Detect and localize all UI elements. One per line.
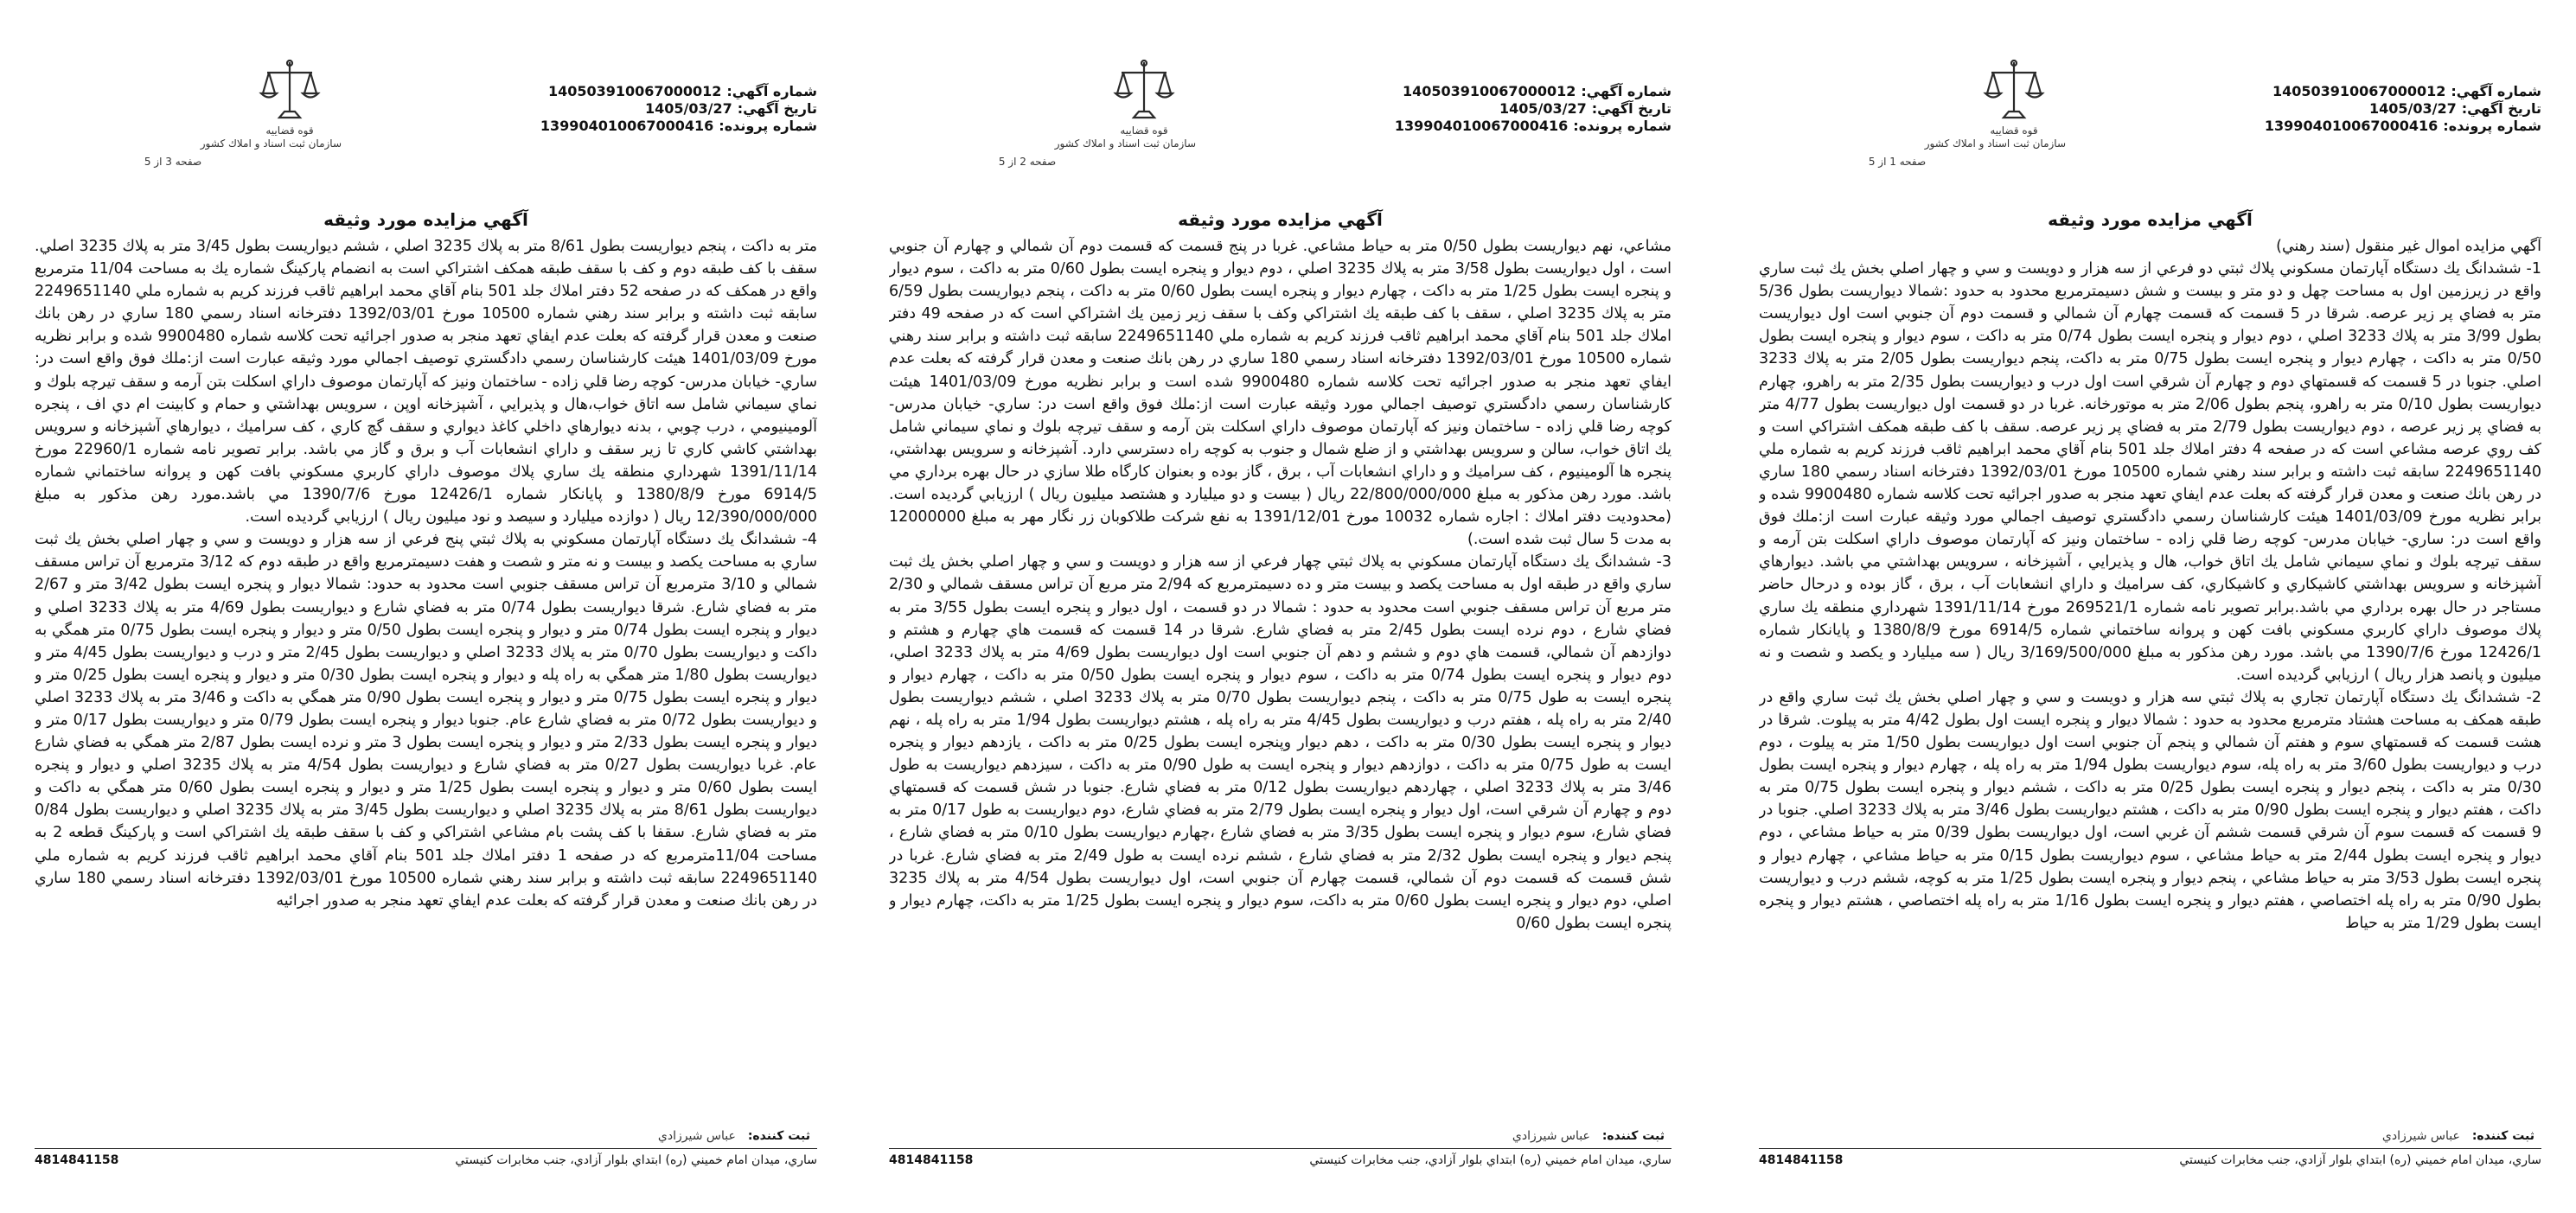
notice-page-2: [889, 43, 1672, 1202]
office-phone: 4814841158: [35, 1153, 119, 1167]
notice-title: آگهي مزايده مورد وثيقه: [323, 209, 528, 230]
emblem-subcaption: سازمان ثبت اسناد و املاك كشور: [1924, 137, 2066, 150]
notice-date-label: تاريخ آگهي:: [1591, 100, 1672, 117]
page-header: [1759, 43, 2541, 173]
file-number: 139904010067000416: [2264, 118, 2439, 134]
registrar-label: ثبت كننده:: [747, 1129, 810, 1143]
file-number: 139904010067000416: [540, 118, 714, 134]
notice-meta: [540, 83, 817, 135]
notice-number-label: شماره آگهي:: [2451, 83, 2541, 99]
notice-date: 1405/03/27: [644, 100, 732, 117]
office-address: ساري، ميدان امام خميني (ره) ابتداي بلوار آزادي، جنب مخابرات كنيستي: [1309, 1153, 1672, 1167]
notice-title: آگهي مزايده مورد وثيقه: [1178, 209, 1383, 230]
scales-of-justice-icon: [1979, 55, 2049, 124]
notice-number-label: شماره آگهي:: [726, 83, 817, 99]
notice-date: 1405/03/27: [2368, 100, 2457, 117]
page-footer: [1759, 1124, 2541, 1167]
notice-body: [35, 235, 817, 1120]
page-header: [35, 43, 817, 173]
paragraph: مشاعي، نهم ديواريست بطول 0/50 متر به حياط مشاعي. غربا در پنج قسمت كه قسمت دوم آن شمالي و چهارم آن جنوبي است ، اول ديواريست بطول 3/58 متر به پلاك 3235 اصلي ، دوم ديوار و پنجره ايست بطول 0/60 متر به داكت ، سوم ديوار و پنجره ايست بطول 1/25 متر به داكت ، چهارم ديوار و پنجره ايست بطول 0/60 متر به داكت ، پنجم ديواريست بطول 6/59 متر به پلاك 3235 اصلي ، سقف با كف طبقه يك اشتراكي وكف با سقف زير زمين يك اشتراكي است كه در صفحه 49 دفتر املاك جلد 501 بنام آقاي محمد ابراهيم ثاقب فرزند كريم به شماره ملي 2249651140 سابقه ثبت داشته و برابر سند رهني شماره 10500 مورخ 1392/03/01 دفترخانه اسناد رسمي 180 ساري در رهن بانك صنعت و معدن قرار گرفته كه بعلت عدم ايفاي تعهد منجر به صدور اجرائيه تحت كلاسه شماره 9900480 شده است و برابر نظريه مورخ 1401/03/09 هيئت كارشناسان رسمي دادگستري توصيف اجمالي مورد وثيقه عبارت است از:ملك فوق واقع است در: ساري- خيابان مدرس- كوچه رضا قلي زاده - ساختمان ونيز كه آپارتمان موصوف داراي اسكلت بتن آرمه و سقف تيرچه بلوك و نماي سيماني شامل يك اتاق خواب، سالن و سرويس بهداشتي و از ضلع شمال و جنوب به كوچه راه دسترسي دارد. آشپزخانه و سرويس بهداشتي، پنجره ها آلومينيوم ، كف سراميك و و داراي انشعابات آب ، برق ، گاز بوده و بعنوان كارگاه طلا سازي در حال بهره برداري مي باشد. مورد رهن مذكور به مبلغ 22/800/000/000 ريال ( بيست و دو ميليارد و هشتصد ميليون ريال ) ارزيابي گرديده است. (محدوديت دفتر املاك : اجاره شماره 10032 مورخ 1391/12/01 به نفع شركت طلاكوبان زر نگار مهر به مبلغ 12000000 به مدت 5 سال ثبت شده است.): [889, 238, 1672, 549]
paragraph: 4- ششدانگ يك دستگاه آپارتمان مسكوني به پلاك ثبتي پنج فرعي از سه هزار و دويست و سي و چهار اصلي بخش يك ثبت ساري به مساحت يكصد و بيست و نه متر و شصت و هفت دسيمترمربع واقع در طبقه دوم كه 3/12 مترمربع آن تراس مسقف شمالي و 3/10 مترمربع آن تراس مسقف جنوبي است محدود به حدود: شمالا ديوار و پنجره ايست بطول 3/42 متر و 2/67 متر به فضاي شارع. شرقا ديواريست بطول 0/74 متر به فضاي شارع و ديواريست بطول 4/69 متر به پلاك 3233 اصلي و ديوار و پنجره ايست بطول 0/74 متر و ديوار و پنجره ايست بطول 0/50 متر و ديوار و پنجره ايست بطول 0/75 متر همگي به داكت و ديواريست بطول 0/70 متر به پلاك 3233 اصلي و ديواريست بطول 2/45 متر و درب و ديواريست بطول 4/45 متر و ديواريست بطول 1/80 متر همگي به راه پله و ديوار و پنجره ايست بطول 0/30 متر و ديوار و پنجره ايست بطول 0/25 متر و ديوار و پنجره ايست بطول 0/75 متر و ديوار و پنجره ايست بطول 0/90 متر همگي به داكت و 3/46 متر به پلاك 3233 اصلي و ديواريست بطول 0/72 متر به فضاي شارع عام. جنوبا ديوار و پنجره ايست بطول 0/79 متر و ديواريست بطول 0/17 متر و ديوار و پنجره ايست بطول 2/33 متر و ديوار و پنجره ايست بطول 3 متر و نرده ايست بطول 2/87 متر همگي به فضاي شارع عام. غربا ديواريست بطول 0/27 متر به فضاي شارع و ديواريست بطول 4/54 متر به پلاك 3235 اصلي و ديوار و پنجره ايست بطول 0/60 متر و ديوار و پنجره ايست بطول 1/25 متر و ديوار و پنجره ايست بطول 0/60 متر همگي به داكت و ديواريست بطول 8/61 متر به پلاك 3235 اصلي و ديواريست بطول 3/45 متر به پلاك 3235 اصلي و ديواريست بطول 0/84 متر به فضاي شارع. سقفا با كف پشت بام مشاعي اشتراكي و كف با سقف طبقه يك اشتراكي است و پاركينگ قطعه 2 به مساحت 11/04مترمربع كه در صفحه 1 دفتر املاك جلد 501 بنام آقاي محمد ابراهيم ثاقب فرزند كريم به شماره ملي 2249651140 سابقه ثبت داشته و برابر سند رهني شماره 10500 مورخ 1392/03/01 دفترخانه اسناد رسمي 180 ساري در رهن بانك صنعت و معدن قرار گرفته كه بعلت عدم ايفاي تعهد منجر به صدور اجرائيه: [35, 531, 817, 910]
page-number: صفحه 2 از 5: [998, 156, 1057, 168]
file-number: 139904010067000416: [1394, 118, 1569, 134]
scales-of-justice-icon: [255, 55, 324, 124]
notice-page-1: [1759, 43, 2541, 1202]
judiciary-emblem: [200, 55, 342, 168]
notice-meta: [1395, 83, 1672, 135]
registrar-name: عباس شيرزادي: [1512, 1129, 1590, 1143]
notice-number-label: شماره آگهي:: [1581, 83, 1672, 99]
paragraph: 2- ششدانگ يك دستگاه آپارتمان تجاري به پلاك ثبتي سه هزار و دويست و سي و چهار اصلي بخش يك ثبت ساري واقع در طبقه همكف به مساحت هشتاد مترمربع محدود به حدود : شمالا ديوار و پنجره ايست اول بطول 4/42 متر به پيلوت. شرقا در هشت قسمت كه قسمتهاي سوم و هفتم آن شمالي و پنجم آن جنوبي است اول ديواريست بطول 1/50 متر به پيلوت ، دوم درب و ديواريست بطول 3/60 متر به راه پله، سوم ديواريست بطول 1/94 متر به راه پله ، چهارم ديوار و پنجره ايست بطول 0/30 متر به داكت ، پنجم ديوار و پنجره ايست بطول 0/25 متر به داكت ، ششم ديوار و پنجره ايست بطول 0/75 متر به داكت ، هفتم ديوار و پنجره ايست بطول 0/90 متر به داكت ، هشتم ديواريست بطول 3/46 متر به پلاك 3233 اصلي. جنوبا در 9 قسمت كه قسمت سوم آن شرقي قسمت ششم آن غربي است، اول ديواريست بطول 0/39 متر به حياط مشاعي ، دوم ديوار و پنجره ايست بطول 2/44 متر به حياط مشاعي ، سوم ديواريست بطول 0/15 متر به حياط مشاعي ، چهارم ديوار و پنجره ايست بطول 3/53 متر به حياط مشاعي ، پنجم ديوار و پنجره ايست بطول 1/25 متر به كوچه، ششم درب و ديواريست بطول 0/90 متر به راه پله اختصاصي ، هفتم ديوار و پنجره ايست بطول 1/16 متر به راه پله اختصاصي ، هشتم ديوار و پنجره ايست بطول 1/29 متر به حياط: [1759, 688, 2541, 932]
paragraph: آگهي مزايده اموال غير منقول (سند رهني): [2276, 238, 2541, 255]
notice-meta: [2265, 83, 2541, 135]
notice-body: [889, 235, 1672, 1120]
notice-title: آگهي مزايده مورد وثيقه: [2048, 209, 2253, 230]
file-number-label: شماره پرونده:: [2443, 118, 2541, 134]
office-phone: 4814841158: [1759, 1153, 1844, 1167]
office-address: ساري، ميدان امام خميني (ره) ابتداي بلوار آزادي، جنب مخابرات كنيستي: [455, 1153, 817, 1167]
notice-date-label: تاريخ آگهي:: [737, 100, 817, 117]
judiciary-emblem: [1924, 55, 2066, 168]
page-header: [889, 43, 1672, 173]
page-footer: [35, 1124, 817, 1167]
notice-date-label: تاريخ آگهي:: [2461, 100, 2541, 117]
page-footer: [889, 1124, 1672, 1167]
scales-of-justice-icon: [1109, 55, 1179, 124]
notice-body: [1759, 235, 2541, 1120]
paragraph: متر به داكت ، پنجم ديواريست بطول 8/61 متر به پلاك 3235 اصلي ، ششم ديواريست بطول 3/45 متر به پلاك 3235 اصلي. سقف با كف طبقه دوم و كف با سقف طبقه همكف اشتراكي است به انضمام پاركينگ شماره يك به مساحت 11/04 مترمربع واقع در همكف كه در صفحه 52 دفتر املاك جلد 501 بنام آقاي محمد ابراهيم ثاقب فرزند كريم به شماره ملي 2249651140 سابقه ثبت داشته و برابر سند رهني شماره 10500 مورخ 1392/03/01 دفترخانه اسناد رسمي 180 ساري در رهن بانك صنعت و معدن قرار گرفته كه بعلت عدم ايفاي تعهد منجر به صدور اجرائيه تحت كلاسه شماره 9900480 شده و برابر نظريه مورخ 1401/03/09 هيئت كارشناسان رسمي دادگستري توصيف اجمالي مورد وثيقه عبارت است از:ملك فوق واقع است در: ساري- خيابان مدرس- كوچه رضا قلي زاده - ساختمان ونيز كه آپارتمان موصوف داراي اسكلت بتن آرمه و سقف تيرچه بلوك و نماي سيماني شامل سه اتاق خواب،هال و پذيرايي ، آشپزخانه اوپن ، سرويس بهداشتي و حمام و كابينت ام دي اف ، پنجره آلومينيومي ، درب چوبي ، بدنه ديوارهاي داخلي كاغذ ديواري و سقف گچ كاري ، كف سراميك ، ديوارهاي آشپزخانه و سرويس بهداشتي كاشي كاري تا زير سقف و داراي انشعابات آب و برق و گاز مي باشد. برابر تصوير نامه شماره 22960/1 مورخ 1391/11/14 شهرداري منطقه يك ساري پلاك موصوف داراي كاربري مسكوني بافت كهن و پروانه ساختماني شماره 6914/5 مورخ 1380/8/9 و پايانكار شماره 12426/1 مورخ 1390/7/6 مي باشد.مورد رهن مذكور به مبلغ 12/390/000/000 ريال ( دوازده ميليارد و سيصد و نود ميليون ريال ) ارزيابي گرديده است.: [35, 238, 817, 527]
file-number-label: شماره پرونده:: [1573, 118, 1672, 134]
office-phone: 4814841158: [889, 1153, 974, 1167]
emblem-subcaption: سازمان ثبت اسناد و املاك كشور: [200, 137, 342, 150]
emblem-caption: قوه قضاييه: [265, 124, 314, 137]
office-address: ساري، ميدان امام خميني (ره) ابتداي بلوار آزادي، جنب مخابرات كنيستي: [2179, 1153, 2541, 1167]
notice-number: 140503910067000012: [1402, 83, 1576, 99]
notice-date: 1405/03/27: [1499, 100, 1587, 117]
registrar-name: عباس شيرزادي: [657, 1129, 736, 1143]
emblem-subcaption: سازمان ثبت اسناد و املاك كشور: [1054, 137, 1196, 150]
registrar-name: عباس شيرزادي: [2381, 1129, 2460, 1143]
judiciary-emblem: [1054, 55, 1196, 168]
emblem-caption: قوه قضاييه: [1990, 124, 2038, 137]
registrar-label: ثبت كننده:: [1601, 1129, 1665, 1143]
paragraph: 1- ششدانگ يك دستگاه آپارتمان مسكوني پلاك ثبتي دو فرعي از سه هزار و دويست و سي و چهار اصلي بخش يك ثبت ساري واقع در زيرزمين اول به مساحت چهل و دو متر و بيست و شش دسيمترمربع محدود به حدود :شمالا ديواريست بطول 5/36 متر به فضاي پر زير عرصه. شرقا در 5 قسمت كه قسمت چهارم آن شمالي و قسمت دوم آن جنوبي است اول ديواريست بطول 3/99 متر به پلاك 3233 اصلي ، دوم ديوار و پنجره ايست بطول 0/74 متر به داكت ، سوم ديوار و پنجره ايست بطول 0/50 متر به داكت ، چهارم ديوار و پنجره ايست بطول 0/75 متر به داكت، پنجم ديواريست بطول 2/05 متر به پلاك 3233 اصلي. جنوبا در 5 قسمت كه قسمتهاي دوم و چهارم آن شرقي است اول درب و ديواريست بطول 2/35 متر به راهرو، چهارم ديواريست بطول 0/10 متر به راهرو، پنجم بطول 2/06 متر به موتورخانه. غربا در دو قسمت اول ديواريست بطول 4/77 متر به فضاي پر زير عرصه ، دوم ديواريست بطول 2/79 متر به فضاي پر زير عرصه. سقف با كف طبقه همكف اشتراكي است و كف روي عرصه مشاعي است كه در صفحه 4 دفتر املاك جلد 501 بنام آقاي محمد ابراهيم ثاقب فرزند كريم به شماره ملي 2249651140 سابقه ثبت داشته و برابر سند رهني شماره 10500 مورخ 1392/03/01 دفترخانه اسناد رسمي 180 ساري در رهن بانك صنعت و معدن قرار گرفته كه بعلت عدم ايفاي تعهد منجر به صدور اجرائيه تحت كلاسه شماره 9900480 شده و برابر نظريه مورخ 1401/03/09 هيئت كارشناسان رسمي دادگستري توصيف اجمالي مورد وثيقه عبارت است از:ملك فوق واقع است در: ساري- خيابان مدرس- كوچه رضا قلي زاده - ساختمان ونيز كه آپارتمان موصوف داراي اسكلت بتن آرمه و سقف تيرچه بلوك و نماي سيماني شامل يك اتاق خواب، هال و پذيرايي ، آشپزخانه ، سرويس بهداشتي مي باشد. ديوارهاي آشپزخانه و سرويس بهداشتي كاشيكاري و كاشيكاري، كف سراميك و داراي انشعابات آب ، برق ، گاز بوده و درحال حاضر مستاجر در حال بهره برداري مي باشد.برابر تصوير نامه شماره 269521/1 مورخ 1391/11/14 شهرداري منطقه يك ساري پلاك موصوف داراي كاربري مسكوني بافت كهن و پروانه ساختماني شماره 6914/5 مورخ 1380/8/9 و پايانكار شماره 12426/1 مورخ 1390/7/6 مي باشد. مورد رهن مذكور به مبلغ 3/169/500/000 ريال ( سه ميليارد و يكصد و شصت و نه ميليون و پانصد هزار ريال ) ارزيابي گرديده است.: [1759, 260, 2541, 684]
paragraph: 3- ششدانگ يك دستگاه آپارتمان مسكوني به پلاك ثبتي چهار فرعي از سه هزار و دويست و سي و چهار اصلي بخش يك ثبت ساري واقع در طبقه اول به مساحت يكصد و بيست متر و ده دسيمترمربع كه 2/94 متر مربع آن تراس مسقف شمالي و 2/30 متر مربع آن تراس مسقف جنوبي است محدود به حدود : شمالا در دو قسمت ، اول ديوار و پنجره ايست بطول 3/55 متر به فضاي شارع ، دوم نرده ايست بطول 2/45 متر به فضاي شارع. شرقا در 14 قسمت كه قسمت هاي چهارم و هشتم و دوازدهم آن شمالي، قسمت هاي دوم و ششم و دهم آن جنوبي است اول ديواريست بطول 4/69 متر به پلاك 3233 اصلي، دوم ديوار و پنجره ايست بطول 0/74 متر به داكت ، سوم ديوار و پنجره ايست بطول 0/50 متر به داكت ، چهارم ديوار و پنجره ايست به طول 0/75 متر به داكت ، پنجم ديواريست بطول 0/70 متر به پلاك 3233 اصلي ، ششم ديواريست بطول 2/40 متر به راه پله ، هفتم درب و ديواريست بطول 4/45 متر به راه پله ، هشتم ديواريست بطول 1/94 متر به راه پله ، نهم ديوار و پنجره ايست بطول 0/30 متر به داكت ، دهم ديوار وپنجره ايست بطول 0/25 متر به داكت ، يازدهم ديوار و پنجره ايست به طول 0/75 متر به داكت ، دوازدهم ديوار و پنجره ايست به طول 0/90 متر به داكت ، سيزدهم ديواريست به طول 3/46 متر به پلاك 3233 اصلي ، چهاردهم ديواريست بطول 0/12 متر به فضاي شارع. جنوبا در شش قسمت كه قسمتهاي دوم و چهارم آن شرقي است، اول ديوار و پنجره ايست بطول 2/79 متر به فضاي شارع، دوم ديواريست به طول 0/17 متر به فضاي شارع، سوم ديوار و پنجره ايست بطول 3/35 متر به فضاي شارع ،چهارم ديواريست بطول 0/10 متر به فضاي شارع ، پنجم ديوار و پنجره ايست بطول 2/32 متر به فضاي شارع ، ششم نرده ايست به طول 2/49 متر به فضاي شارع. غربا در شش قسمت كه قسمت دوم آن شمالي، قسمت چهارم آن جنوبي است، اول ديواريست بطول 4/54 متر به پلاك 3235 اصلي، دوم ديوار و پنجره ايست بطول 0/60 متر به داكت، سوم ديوار و پنجره ايست بطول 1/25 متر به داكت، چهارم ديوار و پنجره ايست بطول 0/60: [889, 553, 1672, 932]
notice-page-3: [35, 43, 817, 1202]
notice-number: 140503910067000012: [2272, 83, 2446, 99]
notice-number: 140503910067000012: [547, 83, 722, 99]
emblem-caption: قوه قضاييه: [1120, 124, 1168, 137]
page-number: صفحه 3 از 5: [144, 156, 202, 168]
registrar-label: ثبت كننده:: [2471, 1129, 2534, 1143]
file-number-label: شماره پرونده:: [719, 118, 817, 134]
page-number: صفحه 1 از 5: [1868, 156, 1927, 168]
